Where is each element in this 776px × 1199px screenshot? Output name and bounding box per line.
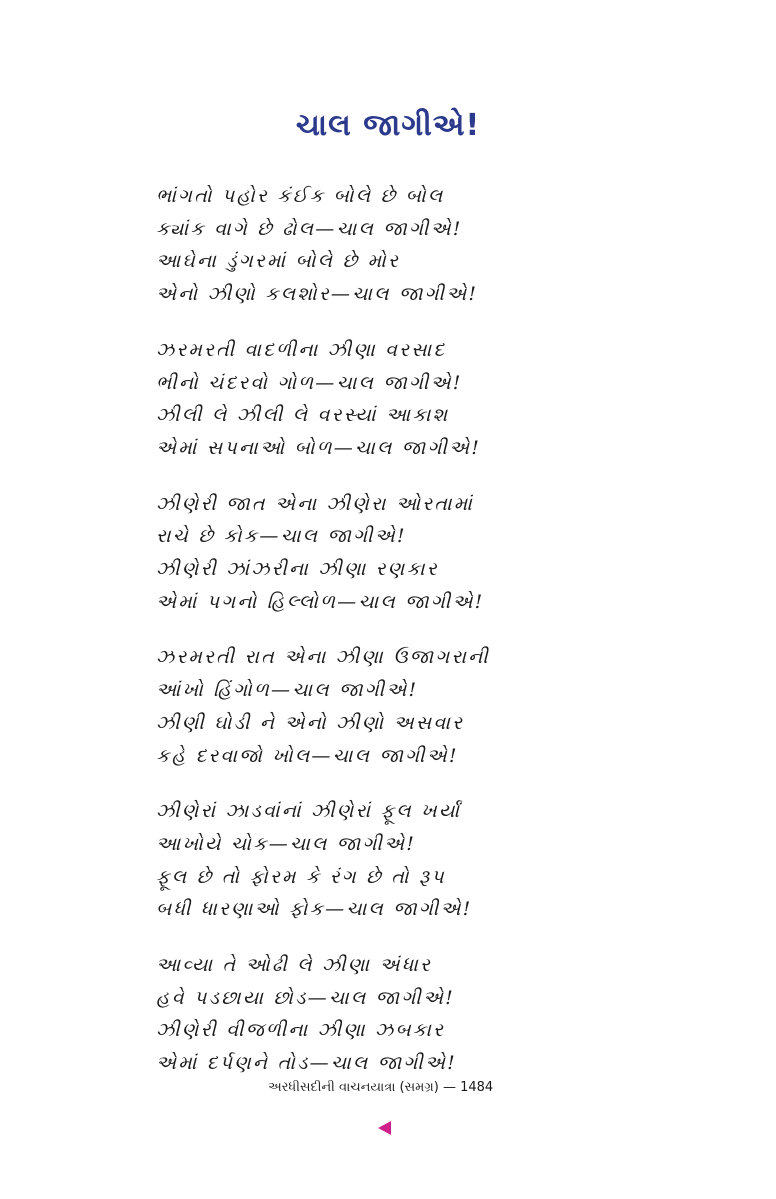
poem-line: ભાંગતો પહોર કંઈક બોલે છે બોલ <box>156 185 445 207</box>
poem-line: ફૂલ છે તો ફોરમ કે રંગ છે તો રૂપ <box>156 865 446 888</box>
poem-line: ઝીણેરી ઝાંઝરીના ઝીણા રણકાર <box>156 558 439 581</box>
poem-line: ઝીણેરાં ઝાડવાંનાં ઝીણેરાં ફૂલ ખર્યાં <box>156 800 462 823</box>
page-footer: અરધીસદીની વાચનયાત્રા (સમગ્ર) — 1484 <box>268 1080 494 1095</box>
poem-line: આઘેના ડુંગરમાં બોલે છે મોર <box>156 250 400 273</box>
poem-line: આખોયે ચોક—ચાલ જાગીએ! <box>156 832 417 855</box>
poem-line: ઝીણેરી વીજળીના ઝીણા ઝબકાર <box>156 1019 446 1042</box>
poem-line: એમાં દર્પણને તોડ—ચાલ જાગીએ! <box>156 1052 457 1075</box>
poem-line: ક્યાંક વાગે છે ઢોલ—ચાલ જાગીએ! <box>156 217 463 240</box>
poem-line: એમાં સપનાઓ બોળ—ચાલ જાગીએ! <box>156 436 482 459</box>
poem-line: ઝીણી ઘોડી ને એનો ઝીણો અસવાર <box>156 711 465 734</box>
page-title: ચાલ જાગીએ! <box>295 108 481 143</box>
poem-line: આંખો હિંગોળ—ચાલ જાગીએ! <box>156 679 419 702</box>
stanza-2 <box>156 334 676 465</box>
poem-line: રાચે છે કોક—ચાલ જાગીએ! <box>156 525 407 548</box>
poem-line: એનો ઝીણો કલશોર—ચાલ જાગીએ! <box>156 283 479 306</box>
previous-page-arrow-icon[interactable] <box>378 1121 391 1135</box>
poem-line: ઝરમરતી રાત એના ઝીણા ઉજાગરાની <box>156 646 490 669</box>
poem-line: ઝરમરતી વાદળીના ઝીણા વરસાદ <box>156 338 447 361</box>
poem-line: ઝીલી લે ઝીલી લે વરસ્યાં આકાશ <box>156 404 450 427</box>
poem-body <box>156 180 676 1103</box>
poem-line: ભીનો ચંદરવો ગોળ—ચાલ જાગીએ! <box>156 371 463 394</box>
poem-line: ઝીણેરી જાત એના ઝીણેરા ઓરતામાં <box>156 492 474 515</box>
poem-line: બધી ધારણાઓ ફોક—ચાલ જાગીએ! <box>156 898 473 921</box>
stanza-5 <box>156 795 676 926</box>
poem-line: હવે પડછાયા છોડ—ચાલ જાગીએ! <box>156 986 455 1009</box>
poem-line: કહે દરવાજો ખોલ—ચાલ જાગીએ! <box>156 744 459 767</box>
stanza-4 <box>156 641 676 772</box>
poem-line: આવ્યા તે ઓઢી લે ઝીણા અંધાર <box>156 954 432 977</box>
poem-line: એમાં પગનો હિલ્લોળ—ચાલ જાગીએ! <box>156 590 485 613</box>
stanza-6 <box>156 949 676 1080</box>
stanza-1 <box>156 180 676 311</box>
stanza-3 <box>156 488 676 619</box>
